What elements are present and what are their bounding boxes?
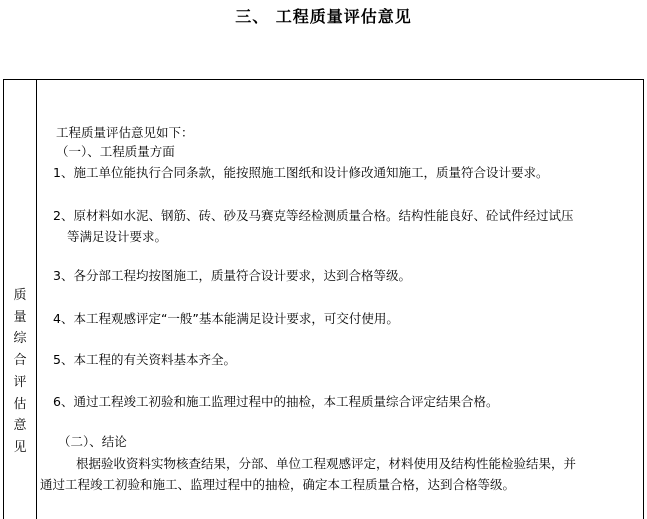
- row-label-char: 合: [13, 353, 27, 369]
- item-5: 5、本工程的有关资料基本齐全。: [53, 352, 236, 367]
- item-4: 4、本工程观感评定“一般”基本能满足设计要求，可交付使用。: [53, 311, 399, 326]
- row-label-char: 见: [13, 439, 27, 455]
- item-1: 1、施工单位能执行合同条款，能按照施工图纸和设计修改通知施工，质量符合设计要求。: [53, 165, 549, 180]
- row-label-char: 意: [13, 418, 27, 434]
- conclusion-line-2: 通过工程竣工初验和施工、监理过程中的抽检，确定本工程质量合格，达到合格等级。: [40, 477, 516, 492]
- page-title: 三、 工程质量评估意见: [235, 7, 412, 26]
- row-label-char: 质: [13, 288, 27, 303]
- row-label-char: 评: [13, 374, 27, 390]
- row-label-char: 估: [13, 396, 27, 412]
- item-2-line1: 2、原材料如水泥、钢筋、砖、砂及马赛克等经检测质量合格。结构性能良好、砼试件经过试压: [53, 208, 574, 223]
- intro-text: 工程质量评估意见如下：: [56, 125, 194, 140]
- item-2-line2: 等满足设计要求。: [67, 229, 168, 244]
- item-6: 6、通过工程竣工初验和施工监理过程中的抽检，本工程质量综合评定结果合格。: [53, 394, 499, 409]
- section2-heading: （二）、结论: [58, 434, 127, 449]
- row-label-char: 量: [13, 309, 27, 325]
- conclusion-line-1: 根据验收资料实物核查结果，分部、单位工程观感评定，材料使用及结构性能检验结果，并: [76, 456, 577, 471]
- row-label-char: 综: [13, 331, 27, 347]
- item-3: 3、各分部工程均按图施工，质量符合设计要求，达到合格等级。: [53, 268, 411, 283]
- section1-heading: （一）、工程质量方面: [56, 144, 175, 159]
